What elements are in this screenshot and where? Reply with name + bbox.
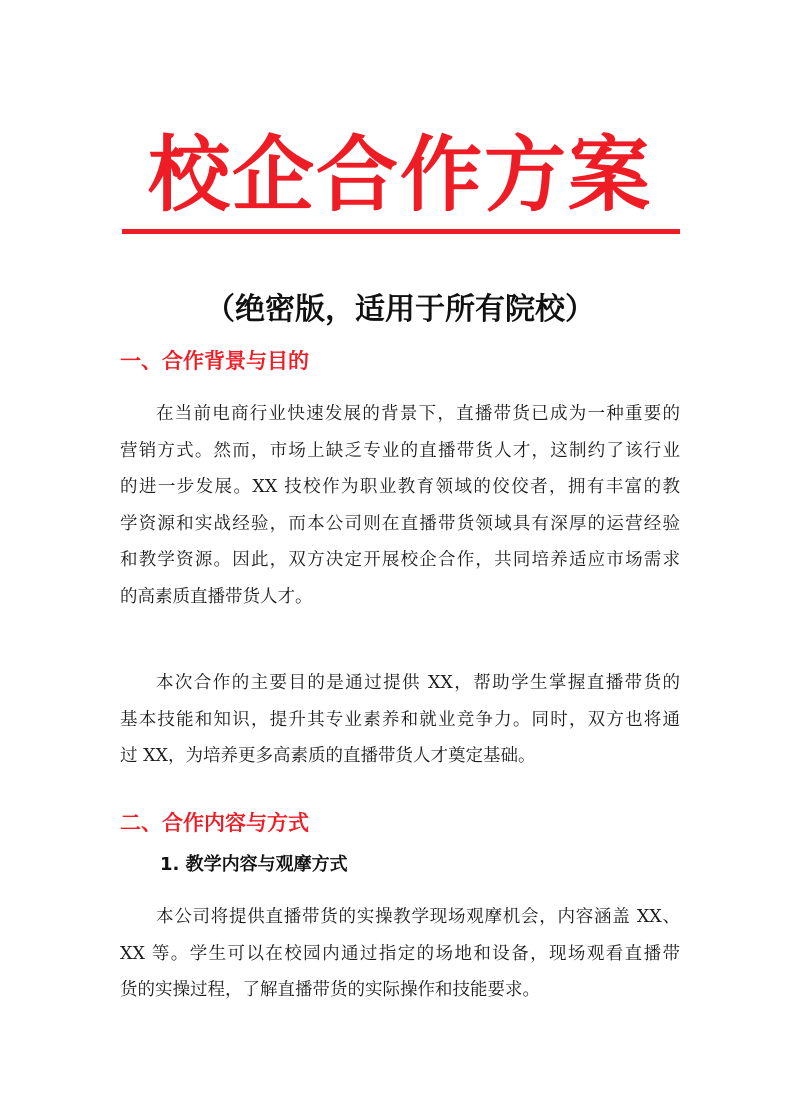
title-underline [122,229,680,234]
paragraph-line: 本公司将提供直播带货的实操教学现场观摩机会，内容涵盖 XX、 [156,907,680,927]
paragraph-line: 基本技能和知识，提升其专业素养和就业竞争力。同时，双方也将通 [120,709,680,730]
paragraph-line: 货的实操过程，了解直播带货的实际操作和技能要求。 [120,980,540,1001]
subsection-heading-teaching: 1. 教学内容与观摩方式 [160,854,348,875]
paragraph-teaching [120,899,680,1009]
paragraph-line: 学资源和实战经验，而本公司则在直播带货领域具有深厚的运营经验 [120,513,680,534]
section-heading-background: 一、合作背景与目的 [120,349,309,373]
document-subtitle: （绝密版，适用于所有院校） [205,292,595,327]
paragraph-line: 的高素质直播带货人才。 [120,586,313,607]
paragraph-purpose [120,665,680,775]
document-title: 校企合作方案 [147,128,652,223]
paragraph-line: 营销方式。然而，市场上缺乏专业的直播带货人才，这制约了该行业 [120,440,680,461]
paragraph-line: 过 XX，为培养更多高素质的直播带货人才奠定基础。 [120,746,536,767]
paragraph-line: 在当前电商行业快速发展的背景下，直播带货已成为一种重要的 [156,404,680,424]
paragraph-background [120,396,680,616]
section-heading-content: 二、合作内容与方式 [120,811,309,835]
paragraph-line: 的进一步发展。XX 技校作为职业教育领域的佼佼者，拥有丰富的教 [120,477,680,498]
paragraph-line: 和教学资源。因此，双方决定开展校企合作，共同培养适应市场需求 [120,550,680,571]
paragraph-line: XX 等。学生可以在校园内通过指定的场地和设备，现场观看直播带 [120,943,680,964]
paragraph-line: 本次合作的主要目的是通过提供 XX，帮助学生掌握直播带货的 [156,673,680,693]
